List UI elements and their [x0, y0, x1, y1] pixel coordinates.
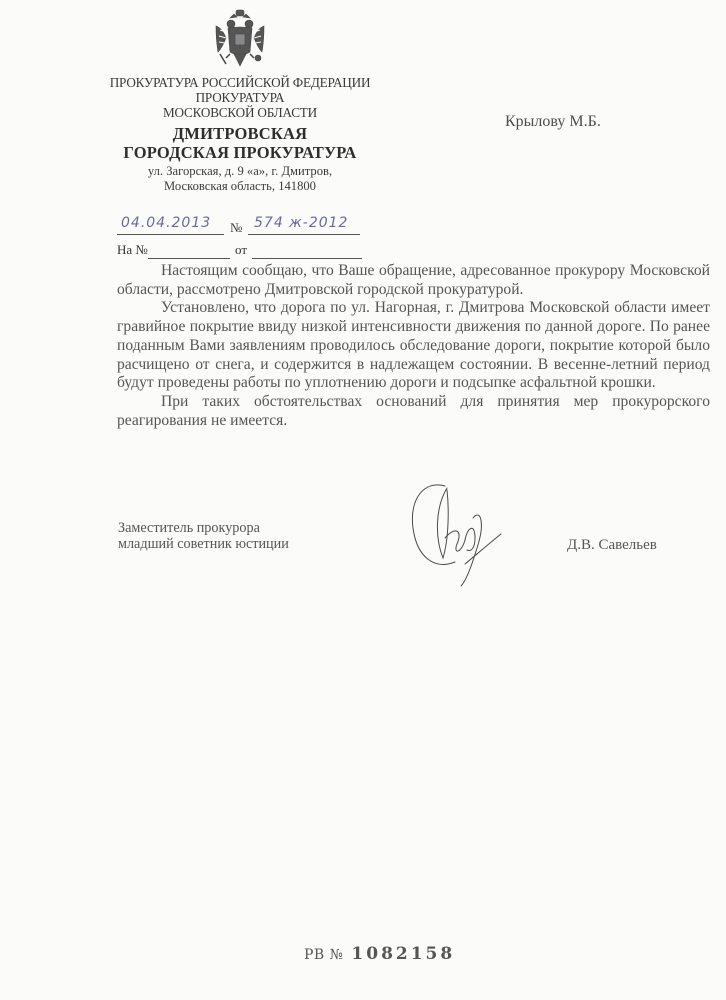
body-paragraph-3: При таких обстоятельствах оснований для принятия мер прокурорского реагирования не имеется. — [117, 392, 710, 429]
number-label: № — [230, 220, 243, 235]
from-date-field — [252, 238, 362, 259]
header-line-2: ПРОКУРАТУРА — [195, 90, 285, 105]
ref-number-label: На № — [117, 242, 148, 257]
ref-number-field — [148, 238, 230, 259]
signatory-position — [118, 520, 289, 552]
position-line-2: младший советник юстиции — [118, 536, 289, 552]
position-line-1: Заместитель прокурора — [118, 520, 260, 536]
form-serial — [304, 944, 455, 964]
from-label: от — [235, 242, 248, 257]
org-name-line-2: ГОРОДСКАЯ ПРОКУРАТУРА — [123, 143, 357, 162]
number-field — [248, 214, 360, 235]
header-line-3: МОСКОВСКОЙ ОБЛАСТИ — [163, 105, 317, 120]
org-name-line-1: ДМИТРОВСКАЯ — [172, 124, 308, 143]
address-line-2: Московская область, 141800 — [164, 179, 316, 193]
body-paragraph-2: Установлено, что дорога по ул. Нагорная, г. Дмитрова Московской области имеет гравийное покрытие ввиду низкой интенсивности движения по данной дороге. По ранее поданным Вами заявлениям проводилось обследование дороги, покрытие которой было расчищено от снега, и содержится в надлежащем состоянии. В весенне-летний период будут проведены работы по уплотнению дороги и подсыпке асфальтной крошки. — [117, 299, 710, 392]
letter-body — [117, 262, 710, 430]
address-line-1: ул. Загорская, д. 9 «а», г. Дмитров, — [147, 164, 333, 178]
handwritten-signature-icon — [405, 478, 505, 588]
date-field — [117, 214, 224, 235]
series-label: РВ № — [304, 947, 344, 963]
series-number: 1082158 — [351, 944, 456, 964]
number-value: 574 ж-2012 — [254, 215, 349, 231]
body-paragraph-1: Настоящим сообщаю, что Ваше обращение, адресованное прокурору Московской области, рассмотрено Дмитровской городской прокуратурой. — [117, 262, 710, 298]
date-value: 04.04.2013 — [121, 215, 212, 231]
recipient: Крылову М.Б. — [505, 113, 601, 130]
header-line-1: ПРОКУРАТУРА РОССИЙСКОЙ ФЕДЕРАЦИИ — [109, 75, 371, 90]
russian-coat-of-arms-icon — [212, 8, 268, 72]
signatory-name: Д.В. Савельев — [567, 537, 657, 553]
